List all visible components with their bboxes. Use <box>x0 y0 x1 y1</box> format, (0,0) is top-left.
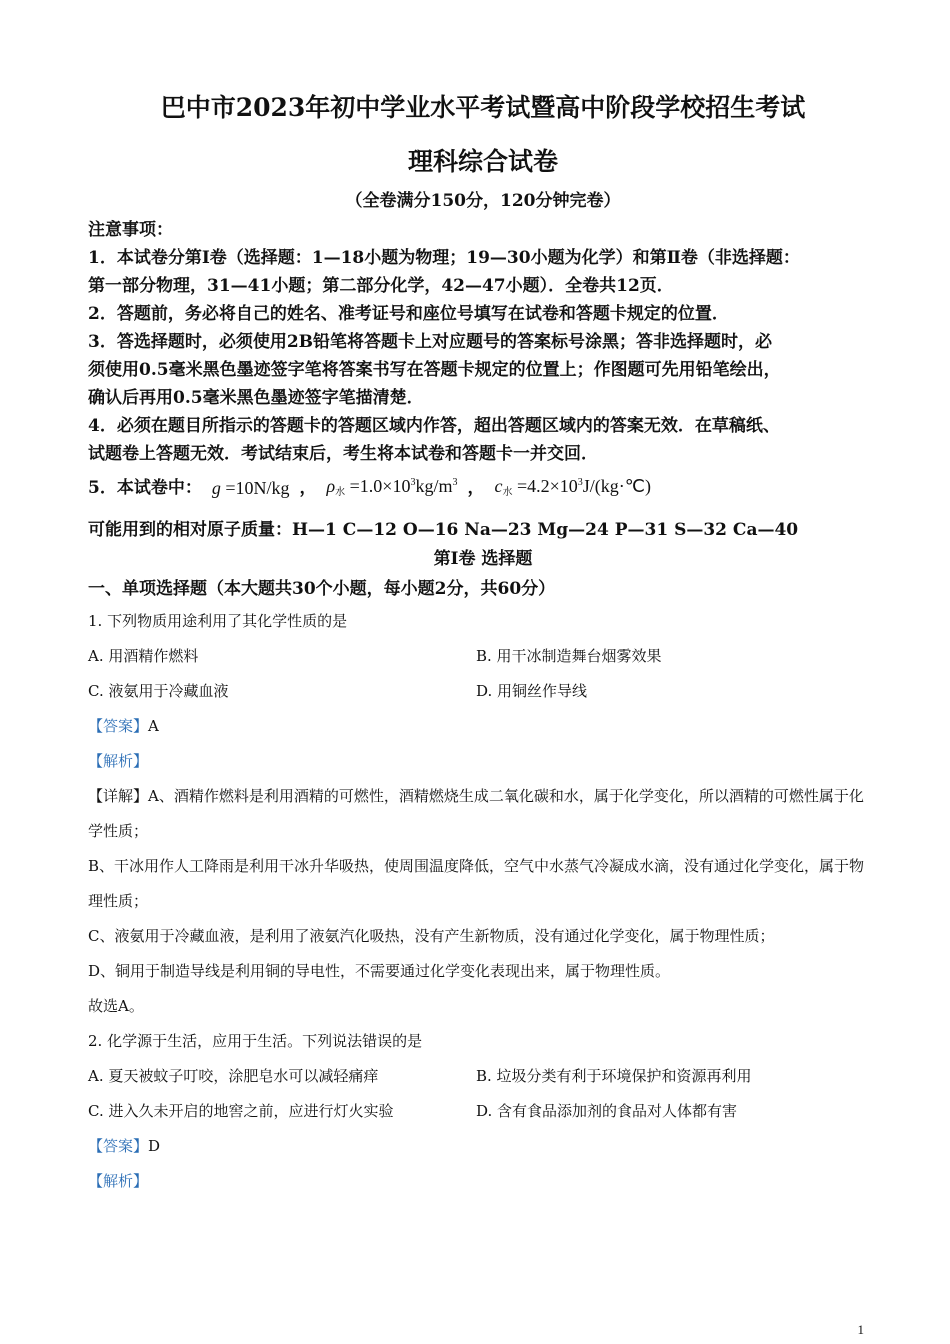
options-row <box>88 639 878 674</box>
answer-value: D <box>148 1137 161 1155</box>
exam-title: 巴中市2023年初中学业水平考试暨高中阶段学校招生考试 <box>160 93 806 122</box>
detail-paragraph: C、液氨用于冷藏血液，是利用了液氨汽化吸热，没有产生新物质，没有通过化学变化，属于物理性质； <box>88 927 775 945</box>
notice-line: 第一部分物理，31—41小题；第二部分化学，42—47小题）．全卷共12页． <box>88 276 674 296</box>
atomic-masses: 可能用到的相对原子质量：H—1 C—12 O—16 Na—23 Mg—24 P—31 S—32 Ca—40 <box>88 520 799 540</box>
page-number: 1 <box>857 1322 864 1337</box>
notice-line: 试题卷上答题无效．考试结束后，考生将本试卷和答题卡一并交回． <box>88 444 598 464</box>
question-stem: 1. 下列物质用途利用了其化学性质的是 <box>88 612 348 630</box>
item5-label: 5．本试卷中： <box>88 478 202 498</box>
separator: ， <box>299 478 317 498</box>
detail-paragraph: 【详解】A、酒精作燃料是利用酒精的可燃性，酒精燃烧生成二氧化碳和水，属于化学变化，所以酒精的可燃性属于化学性质； <box>88 787 864 840</box>
detail-conclusion: 故选A。 <box>88 997 144 1015</box>
analysis-label: 【解析】 <box>88 1172 149 1190</box>
notice-line: 4．必须在题目所指示的答题卡的答题区域内作答，超出答题区域内的答案无效．在草稿纸、 <box>88 416 780 436</box>
notice-line: 须使用0.5毫米黑色墨迹签字笔将答案书写在答题卡规定的位置上；作图题可先用铅笔绘出， <box>88 360 781 380</box>
notice-line: 确认后再用0.5毫米黑色墨迹签字笔描清楚． <box>88 388 424 408</box>
section-title: 一、单项选择题（本大题共30个小题，每小题2分，共60分） <box>88 579 556 599</box>
option-d: D. 用铜丝作导线 <box>476 682 588 700</box>
question-1 <box>88 604 878 1024</box>
question-stem: 2. 化学源于生活，应用于生活。下列说法错误的是 <box>88 1032 423 1050</box>
notice-heading: 注意事项： <box>88 220 173 240</box>
detail-label: 【详解】 <box>88 787 149 805</box>
exam-duration: （全卷满分150分，120分钟完卷） <box>345 191 621 211</box>
question-2 <box>88 1024 878 1199</box>
option-c: C. 进入久未开启的地窖之前，应进行灯火实验 <box>88 1102 394 1120</box>
option-d: D. 含有食品添加剂的食品对人体都有害 <box>476 1102 738 1120</box>
formula-rho: $\rho_水 =1.0\times 10^3kg/m^3$ <box>326 476 458 498</box>
exam-page <box>88 84 878 1199</box>
formula-c: $c_水$ $=4.2\times 10^3J/(kg\cdot℃)$ <box>494 476 651 498</box>
constants-line <box>88 468 878 508</box>
option-c: C. 液氨用于冷藏血液 <box>88 682 229 700</box>
detail-paragraph: D、铜用于制造导线是利用铜的导电性，不需要通过化学变化表现出来，属于物理性质。 <box>88 962 671 980</box>
analysis-label: 【解析】 <box>88 752 149 770</box>
options-row <box>88 1094 878 1129</box>
answer-label: 【答案】 <box>88 1137 149 1155</box>
formula-g: g =10N/kg <box>211 478 290 498</box>
option-a: A. 夏天被蚊子叮咬，涂肥皂水可以减轻痛痒 <box>88 1067 379 1085</box>
answer-line <box>88 709 878 744</box>
notice-line: 2．答题前，务必将自己的姓名、准考证号和座位号填写在试卷和答题卡规定的位置． <box>88 304 729 324</box>
option-a: A. 用酒精作燃料 <box>88 647 199 665</box>
notice-line: 1．本试卷分第Ⅰ卷（选择题：1—18小题为物理；19—30小题为化学）和第Ⅱ卷（非选择题： <box>88 248 800 268</box>
detail-paragraph: B、干冰用作人工降雨是利用干冰升华吸热，使周围温度降低，空气中水蒸气冷凝成水滴，没有通过化学变化，属于物理性质； <box>88 857 865 910</box>
options-row <box>88 1059 878 1094</box>
answer-label: 【答案】 <box>88 717 149 735</box>
answer-line <box>88 1129 878 1164</box>
options-row <box>88 674 878 709</box>
option-b: B. 垃圾分类有利于环境保护和资源再利用 <box>476 1067 752 1085</box>
exam-subject: 理科综合试卷 <box>407 147 558 176</box>
option-b: B. 用干冰制造舞台烟雾效果 <box>476 647 662 665</box>
notice-block <box>88 216 878 544</box>
answer-value: A <box>148 717 159 735</box>
notice-line: 3．答选择题时，必须使用2B铅笔将答题卡上对应题号的答案标号涂黑；答非选择题时，必 <box>88 332 773 352</box>
part-title: 第Ⅰ卷 选择题 <box>433 549 533 569</box>
separator: ， <box>467 478 485 498</box>
